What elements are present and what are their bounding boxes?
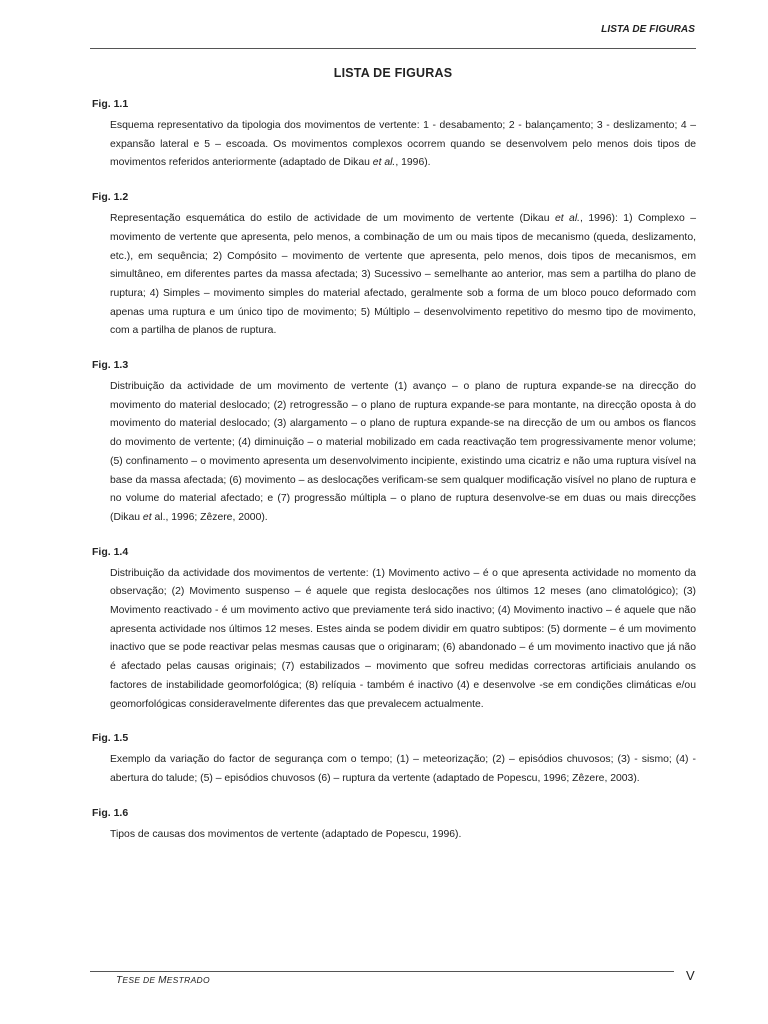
footer-initial-t: T xyxy=(116,975,123,986)
footer-text xyxy=(116,975,210,986)
footer-rest-1: ESE DE xyxy=(122,975,159,985)
figure-label: Fig. 1.4 xyxy=(92,545,129,558)
figure-description xyxy=(110,378,696,528)
figure-entry xyxy=(92,359,696,528)
figure-description xyxy=(110,117,696,173)
figure-entry xyxy=(92,191,696,341)
description-text: Distribuição da actividade dos movimentos de vertente: (1) Movimento activo – é o que apresenta actividade no momento da observação; (2) Movimento suspenso – é aquele que regista deslocações nos últimos 12 meses (ano climatológico); (3) Movimento reactivado - é um movimento activo que previamente terá sido inactivo; (4) Movimento inactivo – é aquele que não apresenta actividade nos últimos 12 meses. Estes ainda se podem dividir em quatro subtipos: (5) dormente – é um movimento inactivo que se pode reactivar pelas mesmas causas que o originaram; (6) abandonado – é um movimento inactivo que já não é afectado pelas causas originais; (7) estabilizados – movimento que sofreu medidas correctoras artificiais anulando os factores de instabilidade geomorfológica; (8) relíquia - também é inactivo (4) e desenvolve -se em condições climáticas e/ou geomorfológicas consideravelmente diferentes das que prevalecem actualmente. xyxy=(110,567,696,710)
page-number: V xyxy=(686,968,695,983)
running-header: LISTA DE FIGURAS xyxy=(601,24,695,35)
italic-text: et xyxy=(142,511,152,523)
figure-description xyxy=(110,826,696,845)
figure-label: Fig. 1.2 xyxy=(92,191,129,204)
figure-label: Fig. 1.5 xyxy=(92,732,129,745)
description-text: al., 1996; Zêzere, 2000). xyxy=(151,511,268,523)
description-text: Esquema representativo da tipologia dos movimentos de vertente: 1 - desabamento; 2 - balançamento; 3 - deslizamento; 4 – expansão lateral e 5 – escoada. Os movimentos complexos ocorrem quando se desenvolvem pelo menos dois tipos de movimentos referidos anteriormente (adaptado de Dikau xyxy=(110,120,696,169)
figure-description xyxy=(110,210,696,341)
figure-label: Fig. 1.6 xyxy=(92,806,129,819)
figure-description xyxy=(110,565,696,715)
footer-rest-2: ESTRADO xyxy=(166,975,210,985)
figure-label: Fig. 1.3 xyxy=(92,359,129,372)
header-rule xyxy=(90,48,696,49)
description-text: Distribuição da actividade de um movimento de vertente (1) avanço – o plano de ruptura expande-se na direcção do movimento do material deslocado; (2) retrogressão – o plano de ruptura expande-se para montante, na direcção oposta à do movimento do material deslocado; (3) alargamento – o plano de ruptura expande-se na direcção de um ou ambos os flancos do movimento de vertente; (4) diminuição – o material mobilizado em cada reactivação tem progressivamente menor volume; (5) confinamento – o movimento apresenta um desenvolvimento incipiente, existindo uma cicatriz e não uma ruptura visível na base da massa afectada; (6) movimento – as deslocações verificam-se sem qualquer modificação visível no plano de ruptura e no volume do material afectado; e (7) progressão múltipla – o plano de ruptura desenvolve-se em duas ou mais direcções (Dikau xyxy=(110,381,696,523)
footer-initial-m: M xyxy=(158,975,167,986)
page-title: LISTA DE FIGURAS xyxy=(333,66,453,80)
italic-text: et al. xyxy=(554,213,581,225)
figure-entry xyxy=(92,732,696,788)
figure-entry xyxy=(92,807,696,845)
italic-text: et al. xyxy=(372,157,396,169)
description-text: Representação esquemática do estilo de actividade de um movimento de vertente (Dikau xyxy=(110,213,555,225)
figure-entry xyxy=(92,546,696,715)
description-text: , 1996): 1) Complexo – movimento de vertente que apresenta, pelo menos, a combinação de um ou mais tipos de mecanismo (queda, deslizamento, etc.), em sequência; 2) Compósito – movimento de vertente que apresenta, pelo menos, dois tipos de mecanismos, em simultâneo, em diferentes partes da massa afectada; 3) Sucessivo – semelhante ao anterior, mas sem a partilha do plano de ruptura; 4) Simples – movimento simples do material afectado, geralmente sob a forma de um bloco pouco deformado com apenas uma ruptura e um único tipo de movimento; 5) Múltiplo – desenvolvimento repetitivo do mesmo tipo de movimento, com a partilha de planos de ruptura. xyxy=(110,213,696,337)
figure-list xyxy=(92,98,696,862)
footer-rule xyxy=(90,971,674,972)
figure-label: Fig. 1.1 xyxy=(92,98,129,110)
description-text: Tipos de causas dos movimentos de vertente (adaptado de Popescu, 1996). xyxy=(110,828,462,840)
figure-description xyxy=(110,751,696,788)
figure-entry xyxy=(92,98,696,173)
description-text: , 1996). xyxy=(395,157,431,169)
description-text: Exemplo da variação do factor de segurança com o tempo; (1) – meteorização; (2) – episódios chuvosos; (3) - sismo; (4) - abertura do talude; (5) – episódios chuvosos (6) – ruptura da vertente (adaptado de Popescu, 1996; Zêzere, 2003). xyxy=(110,754,696,784)
